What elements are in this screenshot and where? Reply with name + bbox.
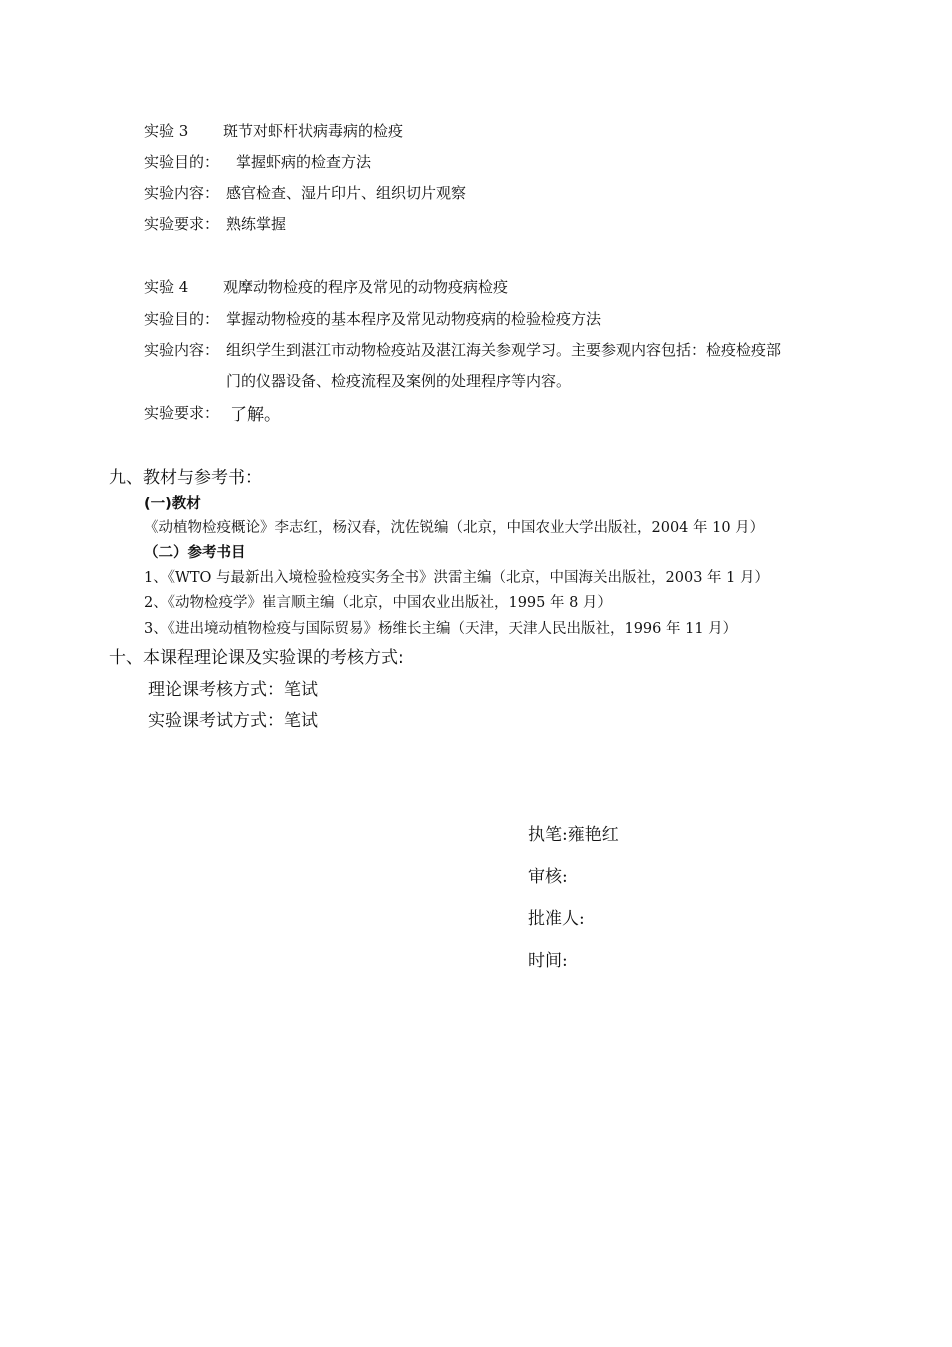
exp4-content-label: 实验内容： [144,341,220,359]
exp3-title: 斑节对虾杆状病毒病的检疫 [223,122,404,140]
ref-item-3: 3、《进出境动植物检疫与国际贸易》杨维长主编（天津，天津人民出版社，1996 年 11 月） [144,621,738,637]
exp3-req-label: 实验要求： [144,215,220,233]
exp4-title-label: 实验 4 [144,278,189,296]
exp4-content-line2: 门的仪器设备、检疫流程及案例的处理程序等内容。 [226,372,572,390]
exp4-req: 了解。 [230,405,281,425]
section10-heading: 十、本课程理论课及实验课的考核方式: [109,648,404,668]
exp4-req-label: 实验要求： [144,404,220,422]
approver-line: 批准人: [528,909,585,929]
exp3-content: 感官检查、湿片印片、组织切片观察 [226,184,467,202]
exp3-req: 熟练掌握 [226,215,287,233]
section9-heading: 九、教材与参考书： [109,468,262,488]
lab-assessment: 实验课考试方式：笔试 [148,711,318,731]
exp3-purpose-label: 实验目的： [144,153,220,171]
exp4-purpose: 掌握动物检疫的基本程序及常见动物疫病的检验检疫方法 [226,310,602,328]
reviewer-line: 审核: [528,867,568,887]
exp3-title-label: 实验 3 [144,122,189,140]
exp4-purpose-label: 实验目的： [144,310,220,328]
textbook-heading: (一)教材 [144,496,201,512]
theory-assessment: 理论课考核方式：笔试 [148,680,318,700]
exp4-title: 观摩动物检疫的程序及常见的动物疫病检疫 [223,278,509,296]
refs-heading: （二）参考书目 [144,545,246,561]
ref-item-2: 2、《动物检疫学》崔言顺主编（北京，中国农业出版社，1995 年 8 月） [144,595,612,611]
exp3-purpose: 掌握虾病的检查方法 [236,153,372,171]
textbook-entry: 《动植物检疫概论》李志红，杨汉春，沈佐锐编（北京，中国农业大学出版社，2004 年 10 月） [144,520,765,536]
exp4-content-line1: 组织学生到湛江市动物检疫站及湛江海关参观学习。主要参观内容包括：检疫检疫部 [226,341,782,359]
author-line: 执笔:雍艳红 [528,825,619,845]
ref-item-1: 1、《WTO 与最新出入境检验检疫实务全书》洪雷主编（北京，中国海关出版社，2003 年 1 月） [144,570,769,586]
exp3-content-label: 实验内容： [144,184,220,202]
time-line: 时间: [528,951,568,971]
